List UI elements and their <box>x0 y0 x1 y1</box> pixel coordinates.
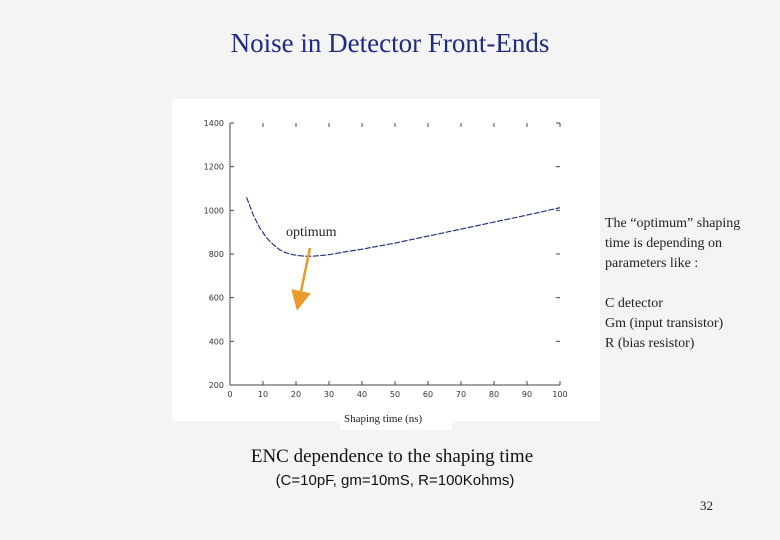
x-tick-label: 20 <box>290 390 302 399</box>
x-tick-label: 100 <box>552 390 568 399</box>
note-line: parameters like : <box>605 256 699 271</box>
side-note <box>605 214 775 354</box>
x-tick-label: 0 <box>227 390 233 399</box>
y-tick-label: 200 <box>208 381 224 390</box>
x-tick-label: 60 <box>422 390 434 399</box>
note-parameter: C detector <box>605 296 663 311</box>
y-tick-label: 400 <box>208 337 224 347</box>
note-parameter: Gm (input transistor) <box>605 316 724 331</box>
y-tick-label: 1000 <box>203 206 224 216</box>
y-tick-label: 1200 <box>203 162 224 172</box>
y-tick-label: 1400 <box>203 119 224 128</box>
note-line: The “optimum” shaping <box>605 216 741 231</box>
note-line: time is depending on <box>605 236 723 251</box>
x-tick-label: 80 <box>488 390 500 399</box>
optimum-label: optimum <box>286 225 337 240</box>
x-tick-label: 90 <box>521 390 533 399</box>
y-tick-label: 800 <box>208 250 224 259</box>
x-tick-labels <box>227 390 567 399</box>
figure-subcaption: (C=10pF, gm=10mS, R=100Kohms) <box>275 472 515 489</box>
x-axis-label: Shaping time (ns) <box>344 413 423 425</box>
page-number: 32 <box>700 498 713 513</box>
x-tick-label: 40 <box>356 390 368 399</box>
y-tick-labels <box>204 119 224 390</box>
tick-marks <box>230 123 560 385</box>
figure-caption: ENC dependence to the shaping time <box>250 446 534 467</box>
x-tick-label: 50 <box>389 390 401 399</box>
chart-panel <box>172 99 600 421</box>
x-tick-label: 10 <box>257 390 269 399</box>
x-tick-label: 70 <box>455 390 467 399</box>
enc-chart <box>172 99 600 421</box>
slide-title: Noise in Detector Front-Ends <box>230 28 550 58</box>
axes <box>230 123 560 385</box>
y-tick-label: 600 <box>208 293 224 303</box>
note-parameter: R (bias resistor) <box>605 336 695 351</box>
x-tick-label: 30 <box>323 390 335 399</box>
